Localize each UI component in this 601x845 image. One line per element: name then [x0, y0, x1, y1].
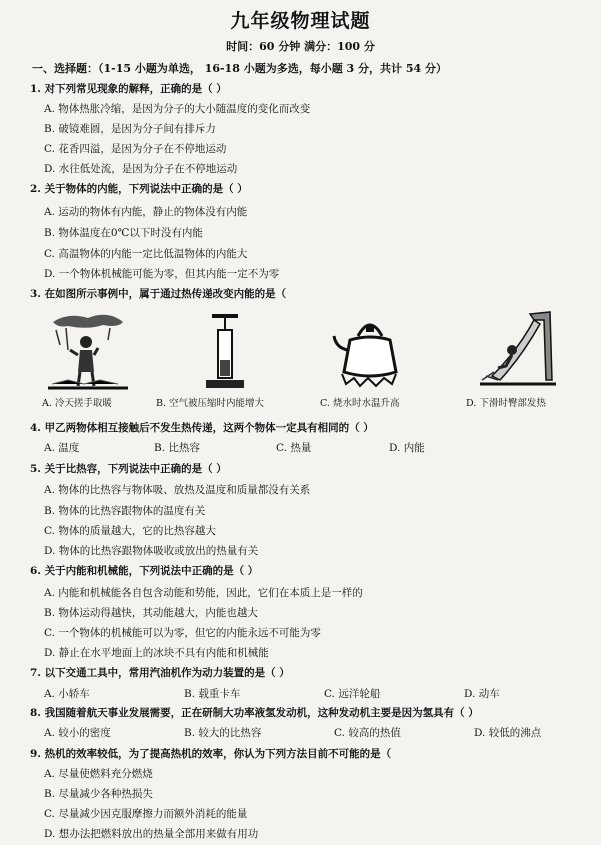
q5-option-b: B. 物体的比热容跟物体的温度有关	[44, 505, 206, 517]
q5-option-d: D. 物体的比热容跟物体吸收或放出的热量有关	[44, 545, 259, 557]
q2-option-b: B. 物体温度在0℃以下时没有内能	[44, 227, 203, 239]
question-5-stem: 5. 关于比热容，下列说法中正确的是（ ）	[30, 463, 227, 475]
slide-figure	[478, 310, 558, 395]
q4-option-a: A. 温度	[44, 442, 80, 454]
q1-option-a: A. 物体热胀冷缩，是因为分子的大小随温度的变化而改变	[44, 103, 311, 115]
q7-option-c: C. 远洋轮船	[324, 688, 381, 700]
question-9-stem: 9. 热机的效率较低，为了提高热机的效率，你认为下列方法目前不可能的是（	[30, 748, 392, 760]
question-4-stem: 4. 甲乙两物体相互接触后不发生热传递，这两个物体一定具有相同的（ ）	[30, 422, 374, 434]
figure-b-caption: B. 空气被压缩时内能增大	[156, 398, 265, 409]
q8-option-a: A. 较小的密度	[44, 727, 111, 739]
page-title: 九年级物理试题	[230, 10, 371, 32]
question-1-stem: 1. 对下列常见现象的解释，正确的是（ ）	[30, 83, 227, 95]
q2-option-c: C. 高温物体的内能一定比低温物体的内能大	[44, 248, 248, 260]
section-heading: 一、选择题：（1-15 小题为单选， 16-18 小题为多选，每小题 3 分，共计 54 分）	[32, 62, 447, 75]
figure-c-caption: C. 烧水时水温升高	[320, 398, 400, 409]
q6-option-a: A. 内能和机械能各自包含动能和势能，因此，它们在本质上是一样的	[44, 587, 363, 599]
q9-option-d: D. 想办法把燃料放出的热量全部用来做有用功	[44, 828, 259, 840]
q9-option-c: C. 尽量减少因克服摩擦力而额外消耗的能量	[44, 808, 248, 820]
q2-option-a: A. 运动的物体有内能，静止的物体没有内能	[44, 206, 248, 218]
q8-option-b: B. 较大的比热容	[184, 727, 262, 739]
question-7-stem: 7. 以下交通工具中，常用汽油机作为动力装置的是（ ）	[30, 667, 290, 679]
q5-option-c: C. 物体的质量越大，它的比热容越大	[44, 525, 216, 537]
q1-option-d: D. 水往低处流，是因为分子在不停地运动	[44, 163, 238, 175]
q2-option-d: D. 一个物体机械能可能为零，但其内能一定不为零	[44, 268, 280, 280]
q4-option-b: B. 比热容	[154, 442, 200, 454]
air-pump-figure	[200, 310, 250, 395]
q6-option-d: D. 静止在水平地面上的冰块不具有内能和机械能	[44, 647, 269, 659]
figure-a-caption: A. 冷天搓手取暖	[42, 398, 112, 409]
hands-rubbing-figure	[48, 310, 128, 395]
question-2-stem: 2. 关于物体的内能，下列说法中正确的是（ ）	[30, 183, 248, 195]
q6-option-c: C. 一个物体的机械能可以为零，但它的内能永远不可能为零	[44, 627, 321, 639]
kettle-figure	[330, 310, 410, 395]
q4-option-c: C. 热量	[276, 442, 312, 454]
question-6-stem: 6. 关于内能和机械能，下列说法中正确的是（ ）	[30, 565, 259, 577]
q7-option-a: A. 小轿车	[44, 688, 90, 700]
q1-option-b: B. 破镜难圆，是因为分子间有排斥力	[44, 123, 216, 135]
question-3-stem: 3. 在如图所示事例中，属于通过热传递改变内能的是（	[30, 288, 287, 300]
figure-d-caption: D. 下滑时臀部发热	[466, 398, 546, 409]
q7-option-b: B. 载重卡车	[184, 688, 241, 700]
q9-option-a: A. 尽量使燃料充分燃烧	[44, 768, 153, 780]
q5-option-a: A. 物体的比热容与物体吸、放热及温度和质量都没有关系	[44, 484, 311, 496]
q8-option-c: C. 较高的热值	[334, 727, 401, 739]
question-8-stem: 8. 我国随着航天事业发展需要，正在研制大功率液氢发动机，这种发动机主要是因为氢具有（ ）	[30, 707, 479, 719]
q1-option-c: C. 花香四溢，是因为分子在不停地运动	[44, 143, 227, 155]
q4-option-d: D. 内能	[389, 442, 425, 454]
exam-info: 时间：60 分钟 满分：100 分	[226, 40, 375, 53]
q6-option-b: B. 物体运动得越快，其动能越大，内能也越大	[44, 607, 258, 619]
q7-option-d: D. 动车	[464, 688, 500, 700]
q8-option-d: D. 较低的沸点	[474, 727, 542, 739]
q9-option-b: B. 尽量减少各种热损失	[44, 788, 153, 800]
